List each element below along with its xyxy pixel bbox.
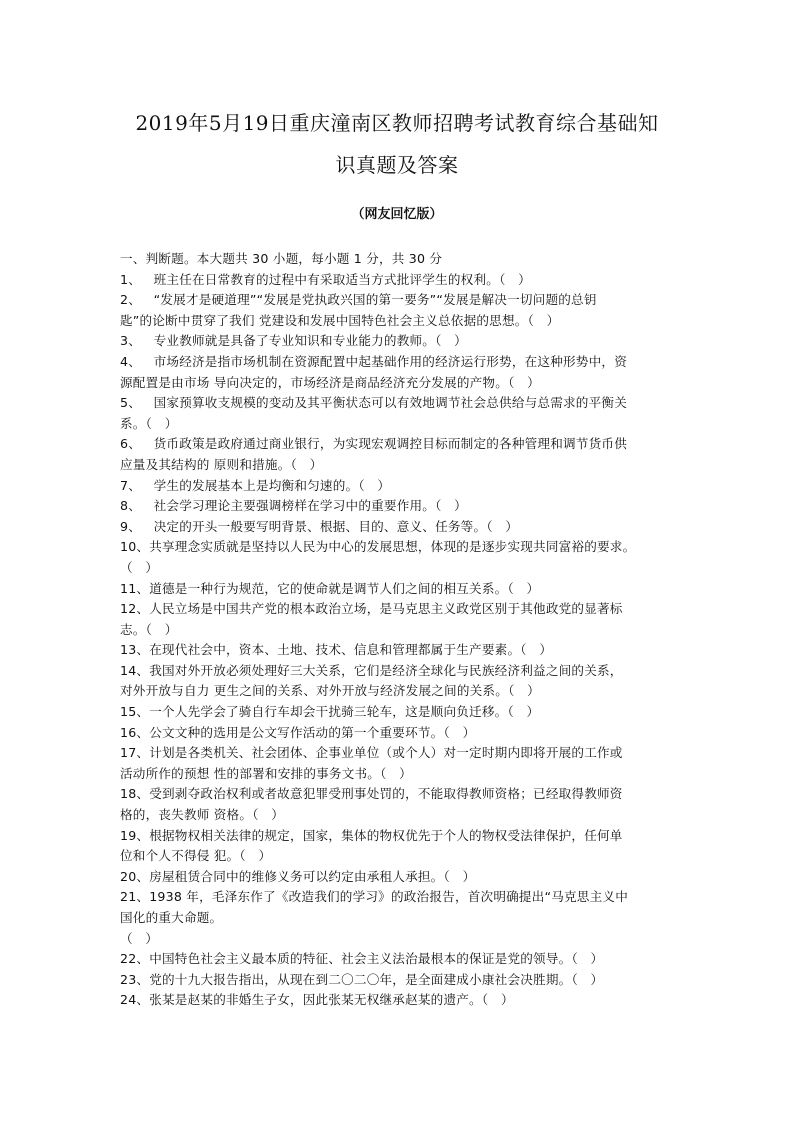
question-line: 17、计划是各类机关、社会团体、企事业单位（或个人）对一定时期内即将开展的工作或	[120, 745, 623, 761]
question-line: 2、 “发展才是硬道理”“发展是党执政兴国的第一要务”“发展是解决一切问题的总钥	[120, 292, 597, 308]
question-line: 位和个人不得侵 犯。（ ）	[120, 848, 272, 864]
question-line: 24、张某是赵某的非婚生子女，因此张某无权继承赵某的遗产。（ ）	[120, 992, 514, 1008]
question-line: 活动所作的预想 性的部署和安排的事务文书。（ ）	[120, 765, 412, 781]
question-line: （ ）	[120, 930, 159, 946]
question-line: 4、 市场经济是指市场机制在资源配置中起基础作用的经济运行形势，在这种形势中，资	[120, 353, 627, 369]
question-line: 14、我国对外开放必须处理好三大关系，它们是经济全球化与民族经济利益之间的关系，	[120, 662, 623, 678]
question-line: 15、一个人先学会了骑自行车却会干扰骑三轮车，这是顺向负迁移。（ ）	[120, 704, 540, 720]
question-line: 应量及其结构的 原则和措施。（ ）	[120, 456, 323, 472]
document-title-line-2: 识真题及答案	[335, 153, 459, 177]
question-line: 22、中国特色社会主义最本质的特征、社会主义法治最根本的保证是党的领导。（ ）	[120, 951, 604, 967]
question-line: 23、党的十九大报告指出，从现在到二〇二〇年，是全面建成小康社会决胜期。（ ）	[120, 971, 604, 987]
section-heading: 一、判断题。本大题共 30 小题，每小题 1 分，共 30 分	[120, 251, 443, 266]
question-line: 对外开放与自力 更生之间的关系、对外开放与经济发展之间的关系。（ ）	[120, 683, 540, 699]
question-line: 系。（ ）	[120, 415, 178, 431]
question-line: 16、公文文种的选用是公文写作活动的第一个重要环节。（ ）	[120, 724, 476, 740]
question-line: （ ）	[120, 559, 159, 575]
question-line: 13、在现代社会中，资本、土地、技术、信息和管理都属于生产要素。（ ）	[120, 642, 553, 658]
question-line: 格的，丧失教师 资格。（ ）	[120, 807, 285, 823]
question-line: 20、房屋租赁合同中的维修义务可以约定由承租人承担。（ ）	[120, 868, 476, 884]
question-line: 6、 货币政策是政府通过商业银行，为实现宏观调控目标而制定的各种管理和调节货币供	[120, 436, 627, 452]
question-line: 9、 决定的开头一般要写明背景、根据、目的、意义、任务等。（ ）	[120, 518, 519, 534]
question-line: 19、根据物权相关法律的规定，国家，集体的物权优先于个人的物权受法律保护，任何单	[120, 827, 623, 843]
question-list	[120, 249, 672, 1011]
question-line: 匙”的论断中贯穿了我们 党建设和发展中国特色社会主义总依据的思想。（ ）	[120, 312, 560, 328]
question-line: 1、 班主任在日常教育的过程中有采取适当方式批评学生的权利。（ ）	[120, 271, 531, 287]
question-line: 3、 专业教师就是具备了专业知识和专业能力的教师。（ ）	[120, 333, 467, 349]
question-line: 7、 学生的发展基本上是均衡和匀速的。（ ）	[120, 477, 391, 493]
question-line: 志。（ ）	[120, 621, 178, 637]
document-title-line-1: 2019年5月19日重庆潼南区教师招聘考试教育综合基础知	[135, 111, 659, 135]
question-line: 国化的重大命题。	[120, 910, 223, 925]
question-line: 8、 社会学习理论主要强调榜样在学习中的重要作用。（ ）	[120, 498, 467, 514]
question-line: 5、 国家预算收支规模的变动及其平衡状态可以有效地调节社会总供给与总需求的平衡关	[120, 395, 627, 411]
question-line: 11、道德是一种行为规范，它的使命就是调节人们之间的相互关系。（ ）	[120, 580, 540, 596]
question-line: 18、受到剥夺政治权利或者故意犯罪受刑事处罚的，不能取得教师资格；已经取得教师资	[120, 786, 623, 802]
question-line: 10、共享理念实质就是坚持以人民为中心的发展思想，体现的是逐步实现共同富裕的要求。	[120, 539, 636, 555]
document-subtitle: （网友回忆版）	[351, 207, 443, 222]
question-line: 12、人民立场是中国共产党的根本政治立场，是马克思主义政党区别于其他政党的显著标	[120, 601, 623, 617]
question-line: 源配置是由市场 导向决定的，市场经济是商品经济充分发展的产物。（ ）	[120, 374, 540, 390]
question-line: 21、1938 年，毛泽东作了《改造我们的学习》的政治报告，首次明确提出“马克思主义中	[120, 889, 628, 905]
